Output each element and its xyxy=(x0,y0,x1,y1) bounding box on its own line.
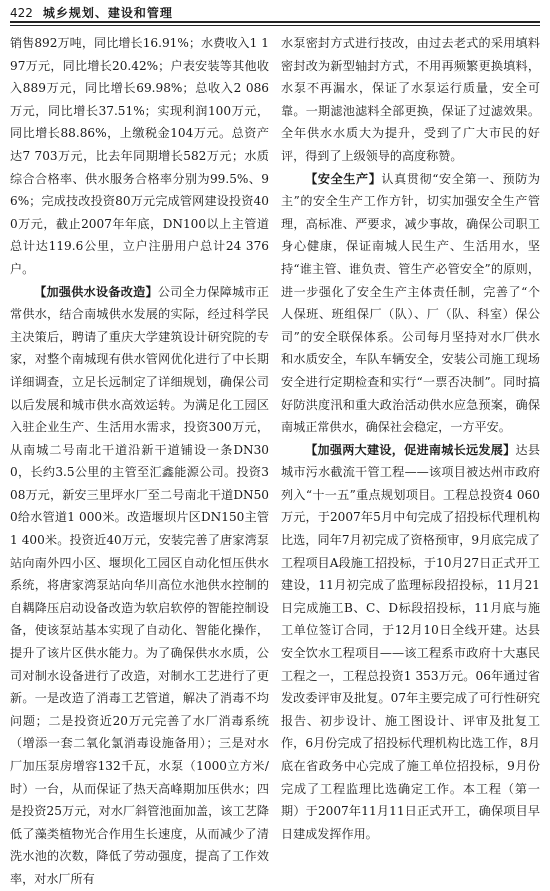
paragraph-text: 认真贯彻“安全第一、预防为主”的安全生产工作方针，切实加强安全生产管理，高标准、严要求，减少事故，确保公司职工身心健康，保证南城人民生产、生活用水，坚持“谁主管、谁负责、管生产必管安全”的原则，进一步强化了安全生产主体责任制，完善了“个人保班、班组保厂（队）、厂（队、科室）保公司”的安全联保体系。公司每月坚持对水厂供水和水质安全，车队车辆安全，安装公司施工现场安全进行定期检查和实行“一票否决制”。同时搞好防洪度汛和重大政治活动供水应急预案，确保南城正常供水，确保社会稳定，一方平安。 xyxy=(281,171,540,435)
section-heading: 【安全生产】 xyxy=(305,171,382,186)
paragraph-pump-retrofit xyxy=(281,32,540,168)
section-heading: 【加强供水设备改造】 xyxy=(34,284,158,299)
page-header xyxy=(10,0,540,21)
header-rule-thin xyxy=(10,25,540,26)
paragraph-safety-production xyxy=(281,168,540,439)
running-title: 城乡规划、建设和管理 xyxy=(42,6,173,20)
header-rule-thick xyxy=(10,21,540,23)
left-column xyxy=(10,32,269,886)
paragraph-text: 水泵密封方式进行技改，由过去老式的采用填料密封改为新型轴封方式，不用再频繁更换填料，水泵不再漏水，保证了水泵运行质量，安全可靠。一期滤池滤料全部更换，保证了过滤效果。全年供水水质大为提升，受到了广大市民的好评，得到了上级领导的高度称赞。 xyxy=(281,36,540,163)
section-heading: 【加强两大建设，促进南城长远发展】 xyxy=(305,442,516,457)
paragraph-text: 达县城市污水截流干管工程——该项目被达州市政府列入“十一五”重点规划项目。工程总投资4 060万元，于2007年5月中旬完成了招投标代理机构比选，同年7月初完成了资格预审，9月底完成了工程项目A段施工招投标，于10月27日正式开工建设，11月初完成了监理标段招投标，11月21日完成施工B、C、D标段招投标，11月底与施工单位签订合同，于12月10日全线开建。达县安全饮水工程项目——该工程系市政府十大惠民工程之一，工程总投资1 353万元。06年通过省发改委评审及批复。07年主要完成了可行性研究报告、初步设计、施工图设计、评审及批复工作，6月份完成了招投标代理机构比选工作，8月底在省政务中心完成了施工单位招投标，9月份完成了工程监理比选确定工作。本工程（第一期）于2007年11月11日正式开工，确保项目早日建成发挥作用。 xyxy=(281,442,540,841)
paragraph-two-major-projects xyxy=(281,439,540,846)
page-number: 422 xyxy=(10,6,33,20)
right-column xyxy=(281,32,540,841)
paragraph-equipment-upgrade xyxy=(10,281,269,891)
paragraph-text: 公司全力保障城市正常供水，结合南城供水发展的实际，经过科学民主决策后，聘请了重庆大学建筑设计研究院的专家，对整个南城现有供水管网优化进行了中长期详细调查，立足长远制定了详细规划，确保公司以后发展和城市供水高效运转。为满足化工园区入驻企业生产、生活用水需求，投资300万元，从南城二号南北干道沿新干道铺设一条DN300，长约3.5公里的主管至汇鑫能源公司。投资308万元，新安三里坪水厂至二号南北干道DN500给水管道1 000米。改造堰坝片区DN150主管1 400米。投资近40万元，安装完善了唐家湾泵站向南外四小区、堰坝化工园区自动化恒压供水系统，将唐家湾泵站向华川高位水池供水控制的自耦降压启动设备改造为软启软停的智能控制设备，使该泵站基本实现了自动化、智能化操作，提升了该片区供水能力。为了确保供水水质，公司对制水设备进行了改造，对制水工艺进行了更新。一是改造了消毒工艺管道，解决了消毒不均问题；二是投资近20万元完善了水厂消毒系统（增添一套二氧化氯消毒设施备用）；三是对水厂加压泵房增容132千瓦，水泵（1000立方米/时）一台，从而保证了热天高峰期加压供水；四是投资25万元，对水厂斜管池面加盖，该工艺降低了藻类植物光合作用生长速度，从而减少了清洗水池的次数，降低了劳动强度，提高了工作效率，对水厂所有 xyxy=(10,284,269,886)
paragraph-text: 销售892万吨，同比增长16.91%；水费收入1 197万元，同比增长20.42%；户表安装等其他收入889万元，同比增长69.98%；总收入2 086万元，同比增长37.51%；实现利润100万元，同比增长88.86%，上缴税金104万元。总资产达7 703万元，比去年同期增长582万元；水质综合合格率、供水服务合格率分别为99.5%、96%；完成技改投资80万元完成管网建设投资400万元，截止2007年年底，DN100以上主管道总计达119.6公里，立户注册用户总计24 376户。 xyxy=(10,36,269,276)
two-column-body xyxy=(10,32,540,886)
paragraph-water-statistics xyxy=(10,32,269,281)
